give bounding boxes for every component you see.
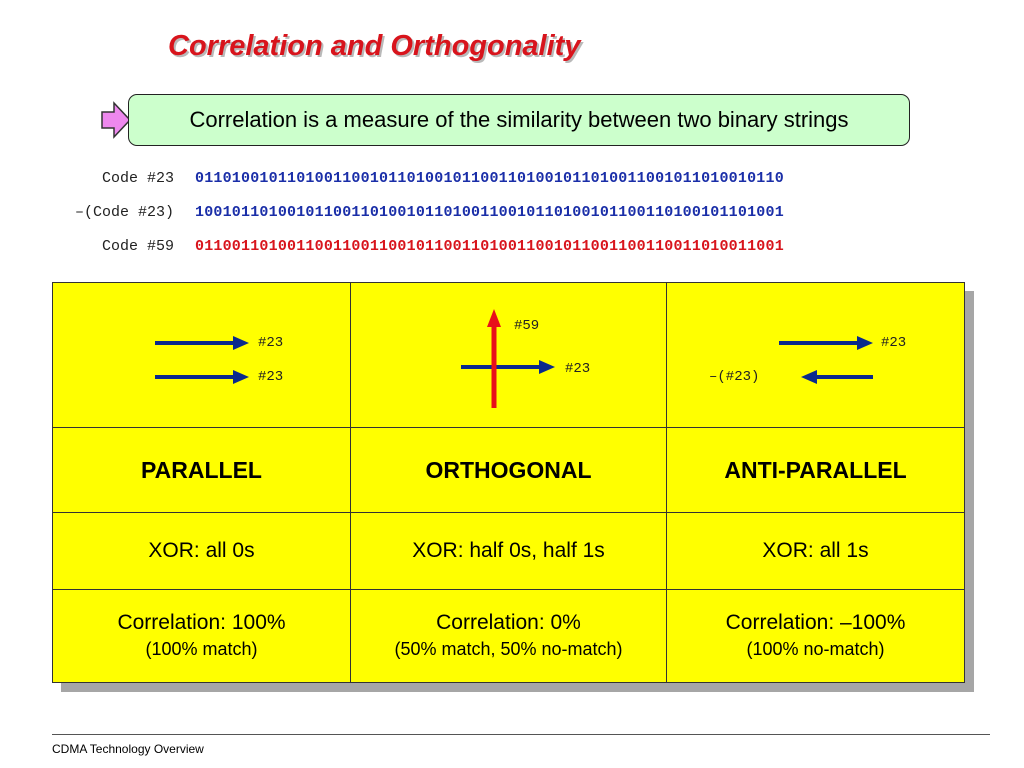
- correlation-value: Correlation: 0%: [436, 611, 581, 634]
- slide-title: Correlation and Orthogonality: [168, 30, 581, 62]
- vector-label: #23: [258, 369, 284, 385]
- correlation-orthogonal: [351, 590, 667, 682]
- code-bits: 0110100101101001100101101001011001101001011010011001011010010110: [195, 170, 784, 187]
- header-parallel: PARALLEL: [53, 428, 351, 513]
- vector-label: #23: [258, 335, 284, 351]
- code-label: Code #23: [101, 170, 174, 187]
- correlation-value: Correlation: –100%: [725, 611, 906, 634]
- correlation-value: Correlation: 100%: [117, 611, 286, 634]
- code-row: [0, 204, 1024, 228]
- code-bits: 0110011010011001100110010110011010011001011001100110011010011001: [195, 238, 784, 255]
- code-row: [0, 238, 1024, 262]
- footer-text: CDMA Technology Overview: [52, 742, 204, 756]
- correlation-anti-parallel: [667, 590, 964, 682]
- definition-callout: Correlation is a measure of the similarity between two binary strings: [128, 94, 910, 146]
- anti-parallel-arrows-icon: [667, 283, 964, 428]
- parallel-arrows-icon: [53, 283, 351, 428]
- vector-label: #59: [514, 318, 540, 334]
- code-label: Code #59: [101, 238, 174, 255]
- orthogonal-diagram: [351, 283, 667, 428]
- code-label: –(Code #23): [74, 204, 174, 221]
- code-row: [0, 170, 1024, 194]
- parallel-diagram: [53, 283, 351, 428]
- xor-anti-parallel: XOR: all 1s: [667, 513, 964, 590]
- orthogonal-arrows-icon: [351, 283, 667, 428]
- footer-divider: [52, 734, 990, 735]
- xor-orthogonal: XOR: half 0s, half 1s: [351, 513, 667, 590]
- match-note: (100% no-match): [746, 639, 885, 659]
- vector-label: #23: [565, 361, 591, 377]
- code-bits: 1001011010010110011010010110100110010110100101100110100101101001: [195, 204, 784, 221]
- vector-label: –(#23): [709, 369, 760, 385]
- match-note: (50% match, 50% no-match): [394, 639, 623, 659]
- comparison-table: [52, 282, 965, 683]
- match-note: (100% match): [145, 639, 258, 659]
- header-anti-parallel: ANTI-PARALLEL: [667, 428, 964, 513]
- header-orthogonal: ORTHOGONAL: [351, 428, 667, 513]
- correlation-parallel: [53, 590, 351, 682]
- vector-label: #23: [881, 335, 907, 351]
- anti-parallel-diagram: [667, 283, 964, 428]
- xor-parallel: XOR: all 0s: [53, 513, 351, 590]
